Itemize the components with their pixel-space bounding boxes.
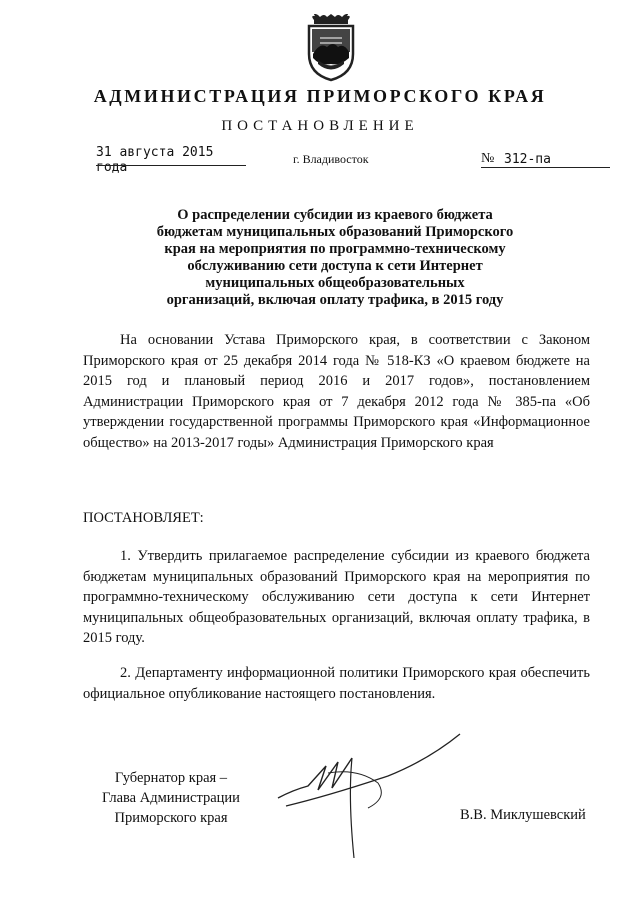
- title-line: бюджетам муниципальных образований Приморского: [156, 224, 514, 240]
- signatory-title-line: Губернатор края –: [114, 770, 228, 786]
- handwritten-signature: [268, 728, 468, 863]
- document-number: 312-па: [504, 152, 551, 167]
- title-line: О распределении субсидии из краевого бюджета: [177, 207, 493, 223]
- title-line: муниципальных общеобразовательных: [205, 275, 465, 291]
- number-underline: [481, 167, 610, 168]
- document-date: 31 августа 2015 года: [96, 145, 214, 175]
- resolves-heading: ПОСТАНОВЛЯЕТ:: [83, 510, 204, 526]
- document-type: ПОСТАНОВЛЕНИЕ: [221, 118, 419, 134]
- title-line: организаций, включая оплату трафика, в 2015 году: [166, 292, 504, 308]
- title-line: обслуживанию сети доступа к сети Интернет: [187, 258, 483, 274]
- title-line: края на мероприятия по программно-техническому: [164, 241, 506, 257]
- signatory-title-line: Приморского края: [114, 810, 228, 826]
- organization-name: АДМИНИСТРАЦИЯ ПРИМОРСКОГО КРАЯ: [93, 86, 547, 106]
- signatory-title: [96, 768, 246, 828]
- coat-of-arms-icon: [300, 14, 362, 82]
- preamble-paragraph: На основании Устава Приморского края, в соответствии с Законом Приморского края от 25 декабря 2014 года № 518-КЗ «О краевом бюджете на 2015 год и плановый период 2016 и 2017 годов», постановлением Администрации Приморского края от 7 декабря 2012 года № 385-па «Об утверждении государственной программы Приморского края «Информационное общество» на 2013-2017 годы» Администрация Приморского края: [83, 332, 590, 451]
- number-label: №: [481, 151, 495, 166]
- resolution-item-1: 1. Утвердить прилагаемое распределение субсидии из краевого бюджета бюджетам муниципальных образований Приморского края на мероприятия по программно-техническому обслуживанию сети доступа к сети Интернет муниципальных общеобразовательных организаций, включая оплату трафика, в 2015 году.: [83, 548, 590, 646]
- resolution-item-2: 2. Департаменту информационной политики Приморского края обеспечить официальное опубликование настоящего постановления.: [83, 665, 590, 702]
- document-city: г. Владивосток: [293, 152, 369, 166]
- document-title: [140, 207, 530, 309]
- signatory-name: В.В. Миклушевский: [460, 807, 586, 823]
- signatory-title-line: Глава Администрации: [102, 790, 240, 806]
- date-underline: [96, 165, 246, 166]
